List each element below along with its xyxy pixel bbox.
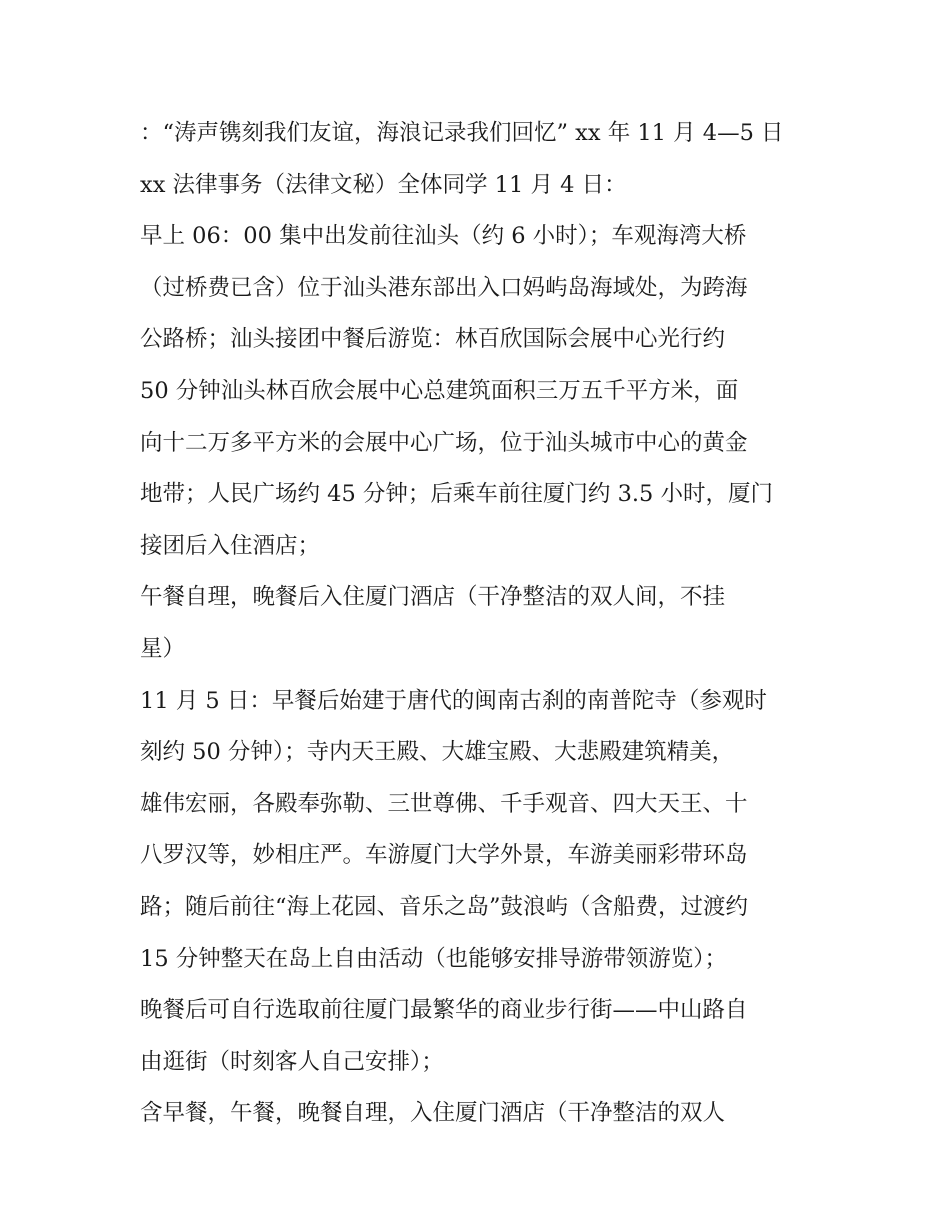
- text-line: 地带；人民广场约 45 分钟；后乘车前往厦门约 3.5 小时，厦门: [140, 481, 774, 508]
- document-body: [140, 108, 820, 1140]
- text-line: 含早餐，午餐，晚餐自理，入住厦门酒店（干净整洁的双人: [140, 1100, 726, 1127]
- text-line: （过桥费已含）位于汕头港东部出入口妈屿岛海域处，为跨海: [140, 274, 748, 301]
- text-line: 八罗汉等，妙相庄严。车游厦门大学外景，车游美丽彩带环岛: [140, 842, 748, 869]
- text-line: 刻约 50 分钟）；寺内天王殿、大雄宝殿、大悲殿建筑精美，: [140, 739, 735, 766]
- text-line: 接团后入住酒店；: [140, 532, 321, 559]
- text-line: 向十二万多平方米的会展中心广场，位于汕头城市中心的黄金: [140, 429, 748, 456]
- text-line: xx 法律事务（法律文秘）全体同学 11 月 4 日：: [140, 171, 627, 198]
- text-line: ：“涛声镌刻我们友谊，海浪记录我们回忆” xx 年 11 月 4—5 日: [140, 120, 784, 146]
- text-line: 雄伟宏丽，各殿奉弥勒、三世尊佛、千手观音、四大天王、十: [140, 790, 748, 817]
- text-line: 早上 06：00 集中出发前往汕头（约 6 小时）；车观海湾大桥: [140, 223, 747, 250]
- text-line: 由逛街（时刻客人自己安排）；: [140, 1048, 444, 1075]
- text-line: 午餐自理，晚餐后入住厦门酒店（干净整洁的双人间，不挂: [140, 584, 726, 611]
- text-line: 15 分钟整天在岛上自由活动（也能够安排导游带领游览）；: [140, 945, 728, 972]
- text-line: 路；随后前往“海上花园、音乐之岛”鼓浪屿（含船费，过渡约: [140, 893, 749, 920]
- text-line: 11 月 5 日：早餐后始建于唐代的闽南古刹的南普陀寺（参观时: [140, 687, 767, 714]
- text-line: 晚餐后可自行选取前往厦门最繁华的商业步行街——中山路自: [140, 997, 748, 1024]
- text-line: 公路桥；汕头接团中餐后游览：林百欣国际会展中心光行约: [140, 326, 726, 353]
- text-line: 50 分钟汕头林百欣会展中心总建筑面积三万五千平方米，面: [140, 377, 739, 404]
- text-line: 星）: [140, 635, 186, 662]
